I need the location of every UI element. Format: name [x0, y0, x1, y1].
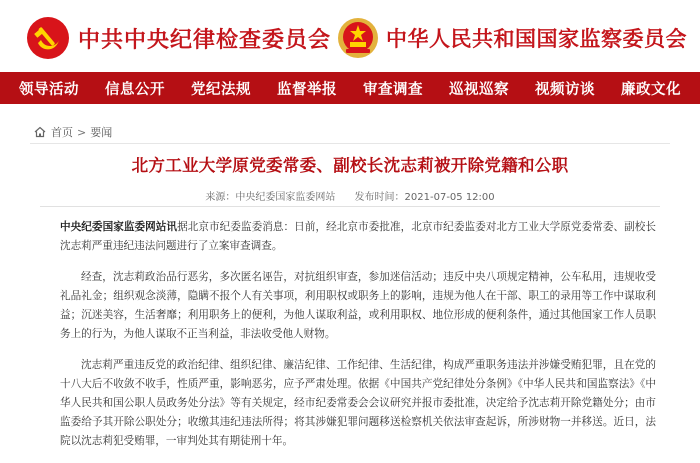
- breadcrumb-divider: [30, 143, 670, 144]
- ccdi-name: 中共中央纪律检查委员会: [78, 26, 332, 53]
- article-paragraph-1: [60, 218, 656, 256]
- nsc-logo-link[interactable]: [336, 16, 687, 60]
- breadcrumb-home[interactable]: 首页: [51, 126, 73, 139]
- national-emblem-icon: [336, 16, 380, 60]
- lead-source: 中央纪委国家监委网站讯: [60, 221, 178, 233]
- party-emblem-icon: [26, 16, 70, 60]
- ccdi-logo-link[interactable]: [26, 16, 331, 60]
- breadcrumb-separator: >: [77, 125, 87, 139]
- nav-item-investigation[interactable]: 审查调查: [363, 80, 423, 98]
- nsc-name: 中华人民共和国国家监察委员会: [386, 26, 687, 51]
- article-time: 发布时间：2021-07-05 12:00: [354, 192, 495, 203]
- home-icon[interactable]: [34, 126, 46, 138]
- nav-item-report[interactable]: 监督举报: [277, 80, 337, 98]
- breadcrumb: [34, 124, 112, 140]
- nav-item-culture[interactable]: 廉政文化: [621, 80, 681, 98]
- nav-item-party-rules[interactable]: 党纪法规: [191, 80, 251, 98]
- meta-divider: [40, 206, 660, 207]
- article-paragraph-3: 沈志莉严重违反党的政治纪律、组织纪律、廉洁纪律、工作纪律、生活纪律，构成严重职务违法并涉嫌受贿犯罪，且在党的十八大后不收敛不收手，性质严重，影响恶劣，应予严肃处理。依据《中国共产党纪律处分条例》《中华人民共和国监察法》《中华人民共和国公职人员政务处分法》等有关规定，经市纪委常委会会议研究并报市委批准，决定给予沈志莉开除党籍处分；由市监委给予其开除公职处分；收缴其违纪违法所得；将其涉嫌犯罪问题移送检察机关依法审查起诉，所涉财物一并移送。近日，法院以沈志莉犯受贿罪，一审判处其有期徒刑十年。: [60, 359, 656, 447]
- article-body: [60, 218, 656, 463]
- main-nav: [0, 72, 700, 104]
- article-meta: [0, 188, 700, 203]
- nav-item-info-disclosure[interactable]: 信息公开: [105, 80, 165, 98]
- paragraph-1-text: 据北京市纪委监委消息：日前，经北京市委批准，北京市纪委监委对北方工业大学原党委常委、副校长沈志莉严重违纪违法问题进行了立案审查调查。: [60, 221, 657, 252]
- nav-item-leadership[interactable]: 领导活动: [19, 80, 79, 98]
- article-paragraph-2: 经查，沈志莉政治品行恶劣，多次匿名诬告，对抗组织审查，参加迷信活动；违反中央八项规定精神，公车私用，违规收受礼品礼金；组织观念淡薄，隐瞒不报个人有关事项，利用职权或职务上的影响，违规为他人在干部、职工的录用等工作中谋取利益；沉迷美容，生活奢靡；利用职务上的便利，为他人谋取利益，或利用职权、地位形成的便利条件，通过其他国家工作人员职务上的行为，为他人谋取不正当利益，非法收受他人财物。: [60, 271, 656, 340]
- nav-item-video[interactable]: 视频访谈: [535, 80, 595, 98]
- nav-item-inspection[interactable]: 巡视巡察: [449, 80, 509, 98]
- article-source: 来源：中央纪委国家监委网站: [205, 192, 336, 203]
- article-title: 北方工业大学原党委常委、副校长沈志莉被开除党籍和公职: [131, 156, 569, 175]
- breadcrumb-current[interactable]: 要闻: [90, 126, 113, 139]
- site-header: [0, 0, 700, 72]
